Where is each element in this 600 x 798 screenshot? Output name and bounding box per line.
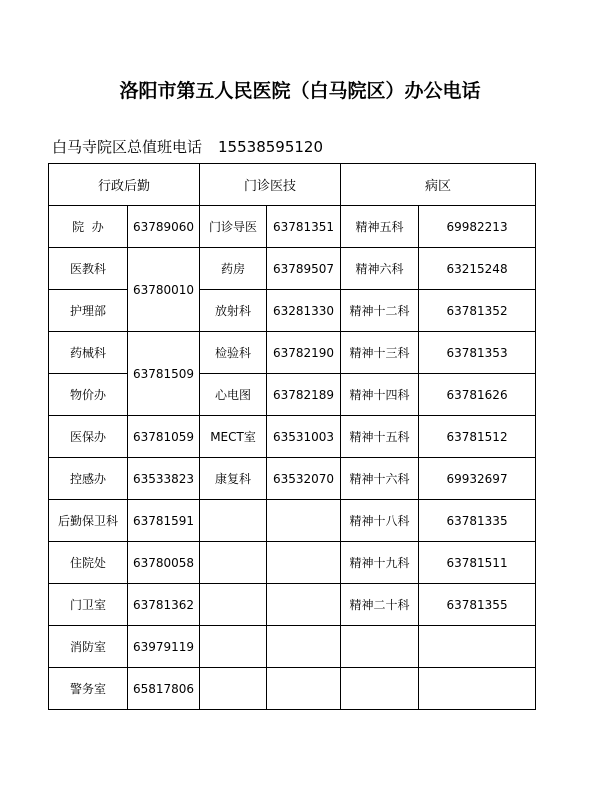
ward-phone: 63215248 <box>419 248 536 290</box>
ward-phone: 63781353 <box>419 332 536 374</box>
clinic-dept-empty <box>200 626 267 668</box>
clinic-dept-empty <box>200 542 267 584</box>
phone-table <box>48 163 536 710</box>
table-row <box>49 206 536 248</box>
ward-dept: 精神十二科 <box>341 290 419 332</box>
ward-phone: 63781512 <box>419 416 536 458</box>
clinic-dept: 放射科 <box>200 290 267 332</box>
admin-dept: 物价办 <box>49 374 128 416</box>
header-clinic: 门诊医技 <box>200 164 341 206</box>
admin-phone: 63781059 <box>128 416 200 458</box>
ward-phone: 69932697 <box>419 458 536 500</box>
duty-phone: 15538595120 <box>218 138 323 156</box>
clinic-phone-empty <box>267 500 341 542</box>
clinic-phone: 63782190 <box>267 332 341 374</box>
table-row <box>49 626 536 668</box>
duty-label: 白马寺院区总值班电话 <box>52 138 203 156</box>
clinic-phone: 63789507 <box>267 248 341 290</box>
admin-dept: 后勤保卫科 <box>49 500 128 542</box>
admin-dept: 警务室 <box>49 668 128 710</box>
ward-dept: 精神十五科 <box>341 416 419 458</box>
ward-dept: 精神十八科 <box>341 500 419 542</box>
table-row <box>49 290 536 332</box>
clinic-phone: 63781351 <box>267 206 341 248</box>
clinic-dept-empty <box>200 584 267 626</box>
admin-phone: 63780058 <box>128 542 200 584</box>
table-row <box>49 248 536 290</box>
clinic-phone-empty <box>267 668 341 710</box>
admin-dept: 医教科 <box>49 248 128 290</box>
clinic-phone-empty <box>267 584 341 626</box>
admin-dept: 控感办 <box>49 458 128 500</box>
admin-dept: 住院处 <box>49 542 128 584</box>
clinic-dept: MECT室 <box>200 416 267 458</box>
admin-dept: 医保办 <box>49 416 128 458</box>
ward-phone: 63781335 <box>419 500 536 542</box>
header-ward: 病区 <box>341 164 536 206</box>
admin-dept: 院 办 <box>49 206 128 248</box>
admin-phone: 63781509 <box>128 332 200 416</box>
admin-dept: 药械科 <box>49 332 128 374</box>
clinic-phone: 63281330 <box>267 290 341 332</box>
admin-phone: 65817806 <box>128 668 200 710</box>
admin-phone: 63979119 <box>128 626 200 668</box>
admin-phone: 63789060 <box>128 206 200 248</box>
clinic-dept-empty <box>200 500 267 542</box>
admin-dept: 消防室 <box>49 626 128 668</box>
ward-dept-empty <box>341 668 419 710</box>
duty-line <box>52 136 323 157</box>
ward-dept: 精神二十科 <box>341 584 419 626</box>
admin-phone: 63780010 <box>128 248 200 332</box>
table-row <box>49 458 536 500</box>
clinic-dept-empty <box>200 668 267 710</box>
ward-dept: 精神六科 <box>341 248 419 290</box>
table-row <box>49 542 536 584</box>
ward-phone: 63781352 <box>419 290 536 332</box>
admin-phone: 63781591 <box>128 500 200 542</box>
clinic-dept: 康复科 <box>200 458 267 500</box>
clinic-dept: 检验科 <box>200 332 267 374</box>
table-row <box>49 584 536 626</box>
ward-dept: 精神十三科 <box>341 332 419 374</box>
clinic-phone: 63782189 <box>267 374 341 416</box>
ward-dept-empty <box>341 626 419 668</box>
table-row <box>49 416 536 458</box>
clinic-phone: 63531003 <box>267 416 341 458</box>
ward-phone: 63781355 <box>419 584 536 626</box>
page-title: 洛阳市第五人民医院（白马院区）办公电话 <box>119 80 481 102</box>
clinic-phone-empty <box>267 626 341 668</box>
table-row <box>49 332 536 374</box>
ward-phone-empty <box>419 626 536 668</box>
ward-dept: 精神十六科 <box>341 458 419 500</box>
ward-dept: 精神五科 <box>341 206 419 248</box>
table-header-row <box>49 164 536 206</box>
header-admin: 行政后勤 <box>49 164 200 206</box>
table-row <box>49 374 536 416</box>
admin-dept: 门卫室 <box>49 584 128 626</box>
ward-phone-empty <box>419 668 536 710</box>
ward-phone: 63781626 <box>419 374 536 416</box>
ward-phone: 69982213 <box>419 206 536 248</box>
admin-phone: 63781362 <box>128 584 200 626</box>
clinic-phone-empty <box>267 542 341 584</box>
clinic-phone: 63532070 <box>267 458 341 500</box>
ward-dept: 精神十九科 <box>341 542 419 584</box>
ward-phone: 63781511 <box>419 542 536 584</box>
clinic-dept: 心电图 <box>200 374 267 416</box>
admin-dept: 护理部 <box>49 290 128 332</box>
table-row <box>49 500 536 542</box>
table-row <box>49 668 536 710</box>
ward-dept: 精神十四科 <box>341 374 419 416</box>
admin-phone: 63533823 <box>128 458 200 500</box>
clinic-dept: 门诊导医 <box>200 206 267 248</box>
clinic-dept: 药房 <box>200 248 267 290</box>
